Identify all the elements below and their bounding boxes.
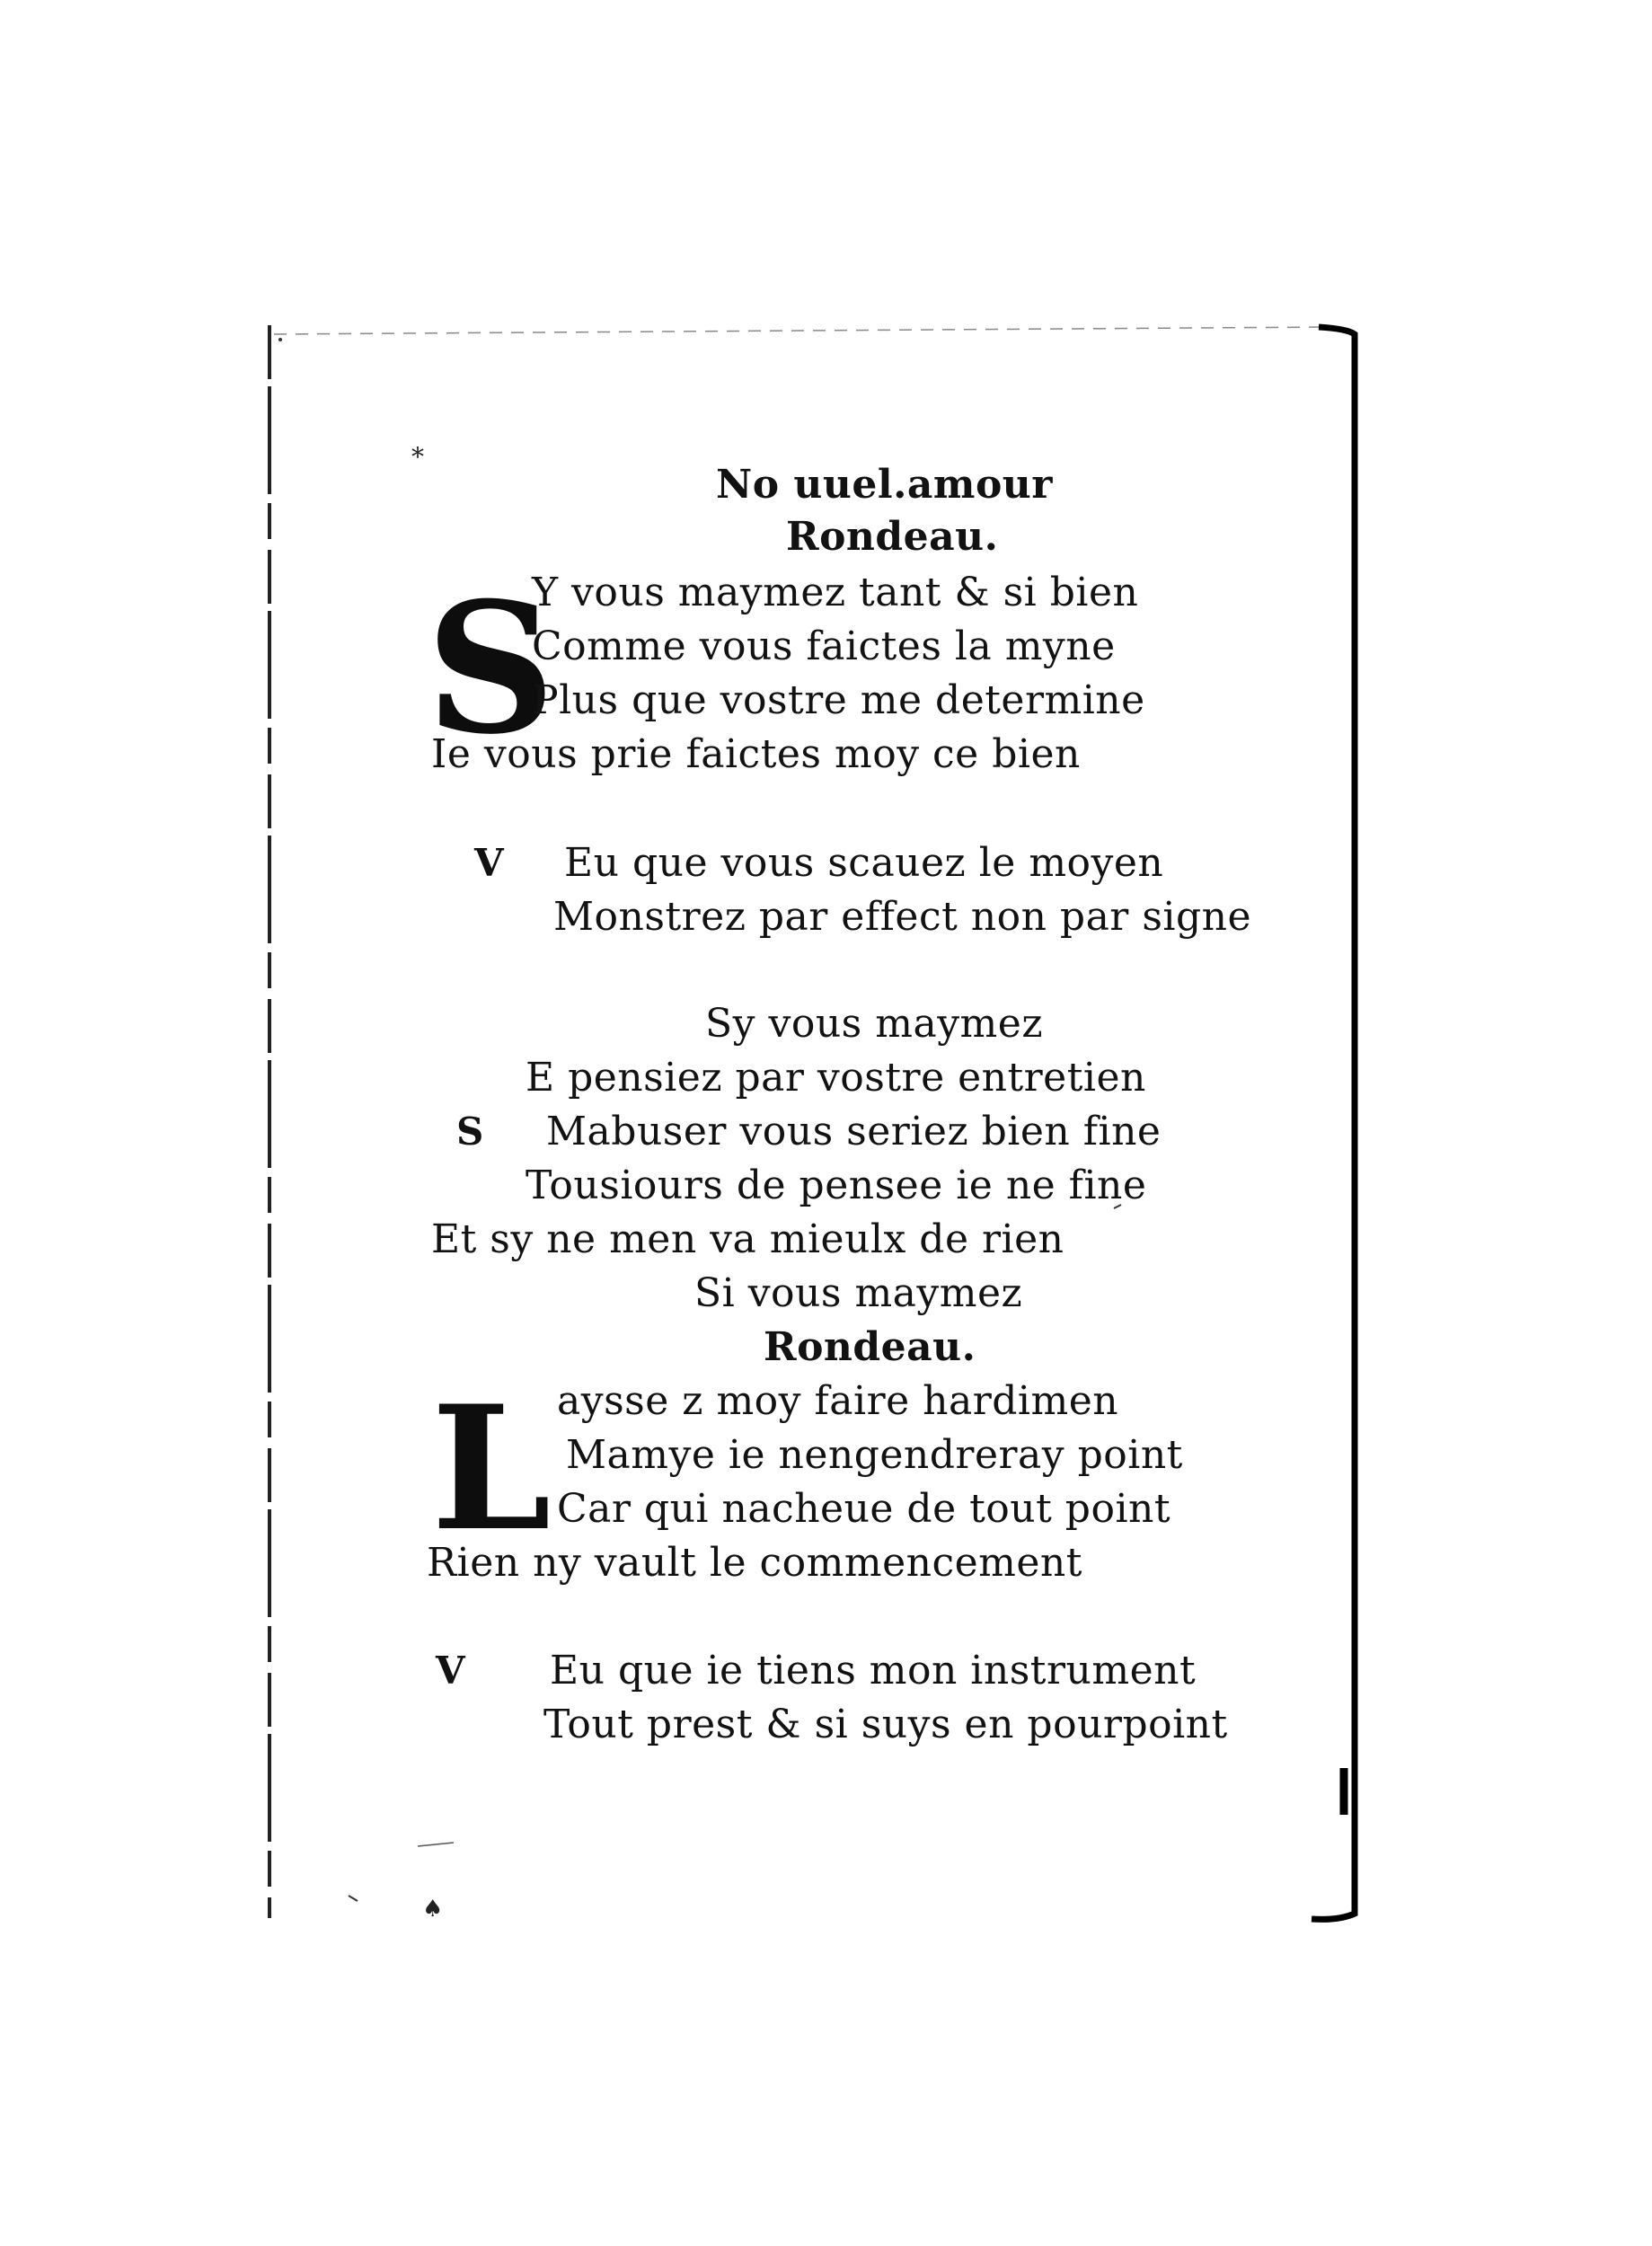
stanza-4-line-4: Rien ny vault le commencement xyxy=(427,1540,1082,1586)
ornament-top-mark: * xyxy=(411,442,424,472)
refrain-2: Si vous maymez xyxy=(694,1270,1023,1316)
stanza-1-line-3: Plus que vostre me determine xyxy=(532,677,1145,723)
marker-v-1: V xyxy=(474,841,504,885)
ornament-bottom-mark: ♠ xyxy=(422,1896,444,1923)
stanza-3-line-1: E pensiez par vostre entretien xyxy=(526,1055,1146,1101)
stanza-4-line-3: Car qui nacheue de tout point xyxy=(557,1486,1171,1532)
stanza-3-line-2: Mabuser vous seriez bien fine xyxy=(546,1109,1162,1154)
page-heading: No uuel.amour xyxy=(716,462,1053,508)
dropcap-l: L xyxy=(431,1368,552,1569)
subheading-rondeau-2: Rondeau. xyxy=(764,1324,976,1370)
stanza-1-line-1: Y vous maymez tant & si bien xyxy=(532,570,1139,615)
stanza-2-line-2: Monstrez par effect non par signe xyxy=(553,894,1252,940)
marker-v-2: V xyxy=(436,1649,465,1693)
stanza-4-line-1: aysse z moy faire hardimen xyxy=(557,1378,1119,1424)
marker-s: S xyxy=(456,1110,484,1154)
stanza-1-line-4: Ie vous prie faictes moy ce bien xyxy=(431,731,1081,777)
stanza-4-line-2: Mamye ie nengendreray point xyxy=(566,1432,1183,1478)
refrain-1: Sy vous maymez xyxy=(705,1001,1043,1047)
stanza-2-line-1: Eu que vous scauez le moyen xyxy=(564,840,1164,886)
subheading-rondeau-1: Rondeau. xyxy=(786,514,999,560)
stanza-5-line-1: Eu que ie tiens mon instrument xyxy=(550,1648,1197,1693)
stanza-3-line-4: Et sy ne men va mieulx de rien xyxy=(431,1216,1065,1262)
stanza-3-line-3: Tousiours de pensee ie ne fine xyxy=(526,1163,1147,1208)
dropcap-s: S xyxy=(426,563,556,774)
stanza-1-line-2: Comme vous faictes la myne xyxy=(532,623,1116,669)
stanza-5-line-2: Tout prest & si suys en pourpoint xyxy=(543,1702,1228,1747)
